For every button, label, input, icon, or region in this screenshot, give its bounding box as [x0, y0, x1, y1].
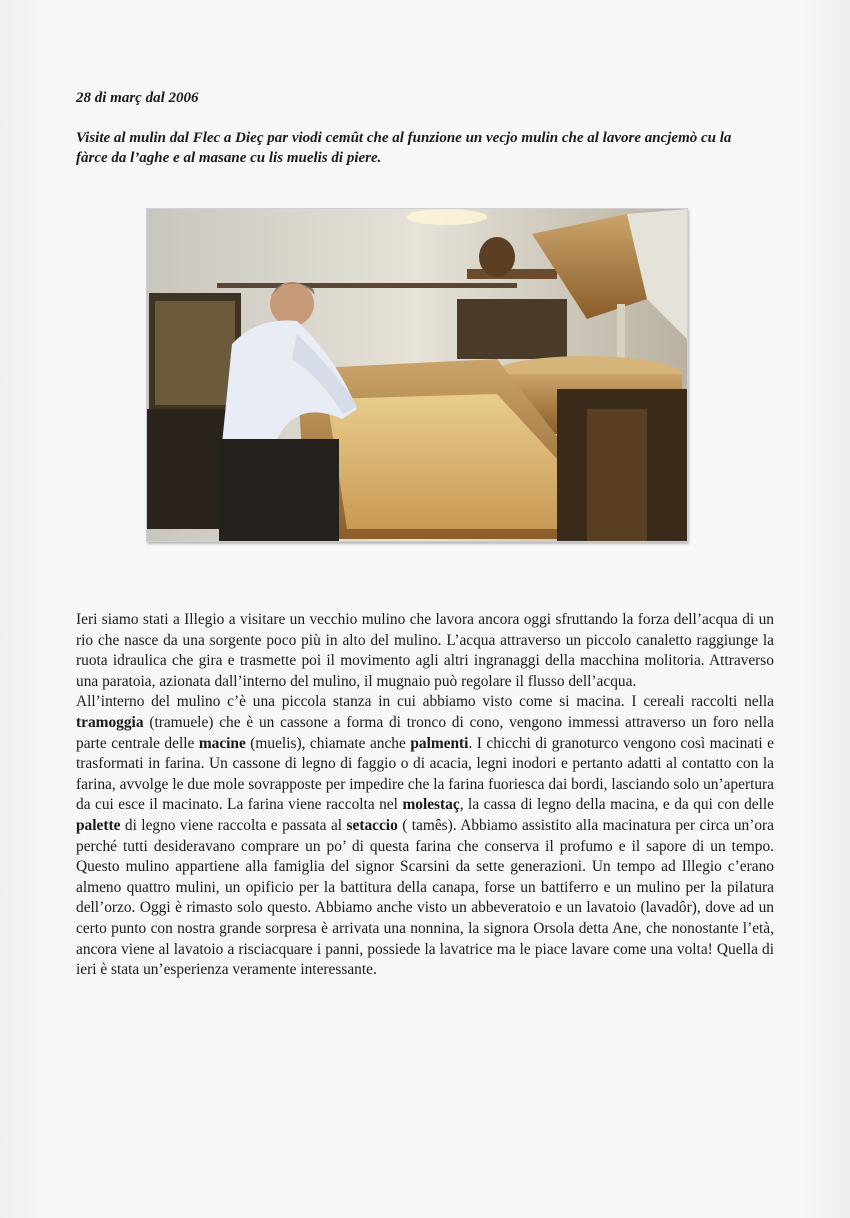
text-run: , la cassa di legno della macina, e da qui con delle	[459, 796, 774, 814]
body-paragraph	[76, 692, 774, 980]
text-run: All’interno del mulino c’è una piccola stanza in cui abbiamo visto come si macina. I cereali raccolti nella	[76, 693, 774, 711]
text-run: di legno viene raccolta e passata al	[120, 816, 347, 834]
mill-photo	[146, 208, 688, 542]
text-run: (muelis), chiamate anche	[245, 734, 411, 752]
term-molestac: molestaç	[402, 796, 460, 814]
body-text	[76, 610, 774, 981]
text-run: (tramuele) che è un cassone a forma di tronco di cono, vengono immessi attraverso un foro nella parte centrale delle	[76, 713, 774, 752]
document-subtitle: Visite al mulin dal Flec a Dieç par viodi cemût che al funzione un vecjo mulin che al lavore ancjemò cu la fàrce da l’aghe e al masane cu lis muelis di piere.	[76, 130, 732, 166]
term-palette: palette	[76, 816, 121, 834]
text-run: . I chicchi di granoturco vengono così macinati e trasformati in farina. Un cassone di legno di faggio o di acacia, legni inodori e pertanto adatti al contatto con la farina, avvolge le due mole sovrapposte per impedire che la farina fuoriesca dai bordi, lasciando solo un’apertura da cui esce il macinato. La farina viene raccolta nel	[76, 734, 774, 814]
term-macine: macine	[198, 734, 246, 752]
term-setaccio: setaccio	[346, 816, 398, 834]
body-paragraph: Ieri siamo stati a Illegio a visitare un vecchio mulino che lavora ancora oggi sfruttando la forza dell’acqua di un rio che nasce da una sorgente poco più in alto del mulino. L’acqua attraverso un piccolo canaletto raggiunge la ruota idraulica che gira e trasmette poi il movimento agli altri ingranaggi della macchina molitoria. Attraverso una paratoia, azionata dall’interno del mulino, il mugnaio può regolare il flusso dell’acqua.	[76, 611, 774, 690]
text-run: ( tamês). Abbiamo assistito alla macinatura per circa un’ora perché tutti desideravano comprare un po’ di questa farina che conserva il profumo e il sapore di un tempo. Questo mulino appartiene alla famiglia del signor Scarsini da sette generazioni. Un tempo ad Illegio c’erano almeno quattro mulini, un opificio per la battitura della canapa, forse un battiferro e un mulino per la pilatura dell’orzo. Oggi è rimasto solo questo. Abbiamo anche visto un abbeveratoio e un lavatoio (lavadôr), dove ad un certo punto con nostra grande sorpresa è arrivata una nonnina, la signora Orsola detta Ane, che nonostante l’età, ancora viene al lavatoio a risciacquare i panni, possiede la lavatrice ma le piace lavare come una volta! Quella di ieri è stata un’esperienza veramente interessante.	[76, 816, 774, 979]
document-date: 28 di març dal 2006	[76, 90, 199, 106]
term-palmenti: palmenti	[410, 734, 469, 752]
term-tramoggia: tramoggia	[76, 713, 144, 731]
mill-photo-illustration	[147, 209, 687, 541]
